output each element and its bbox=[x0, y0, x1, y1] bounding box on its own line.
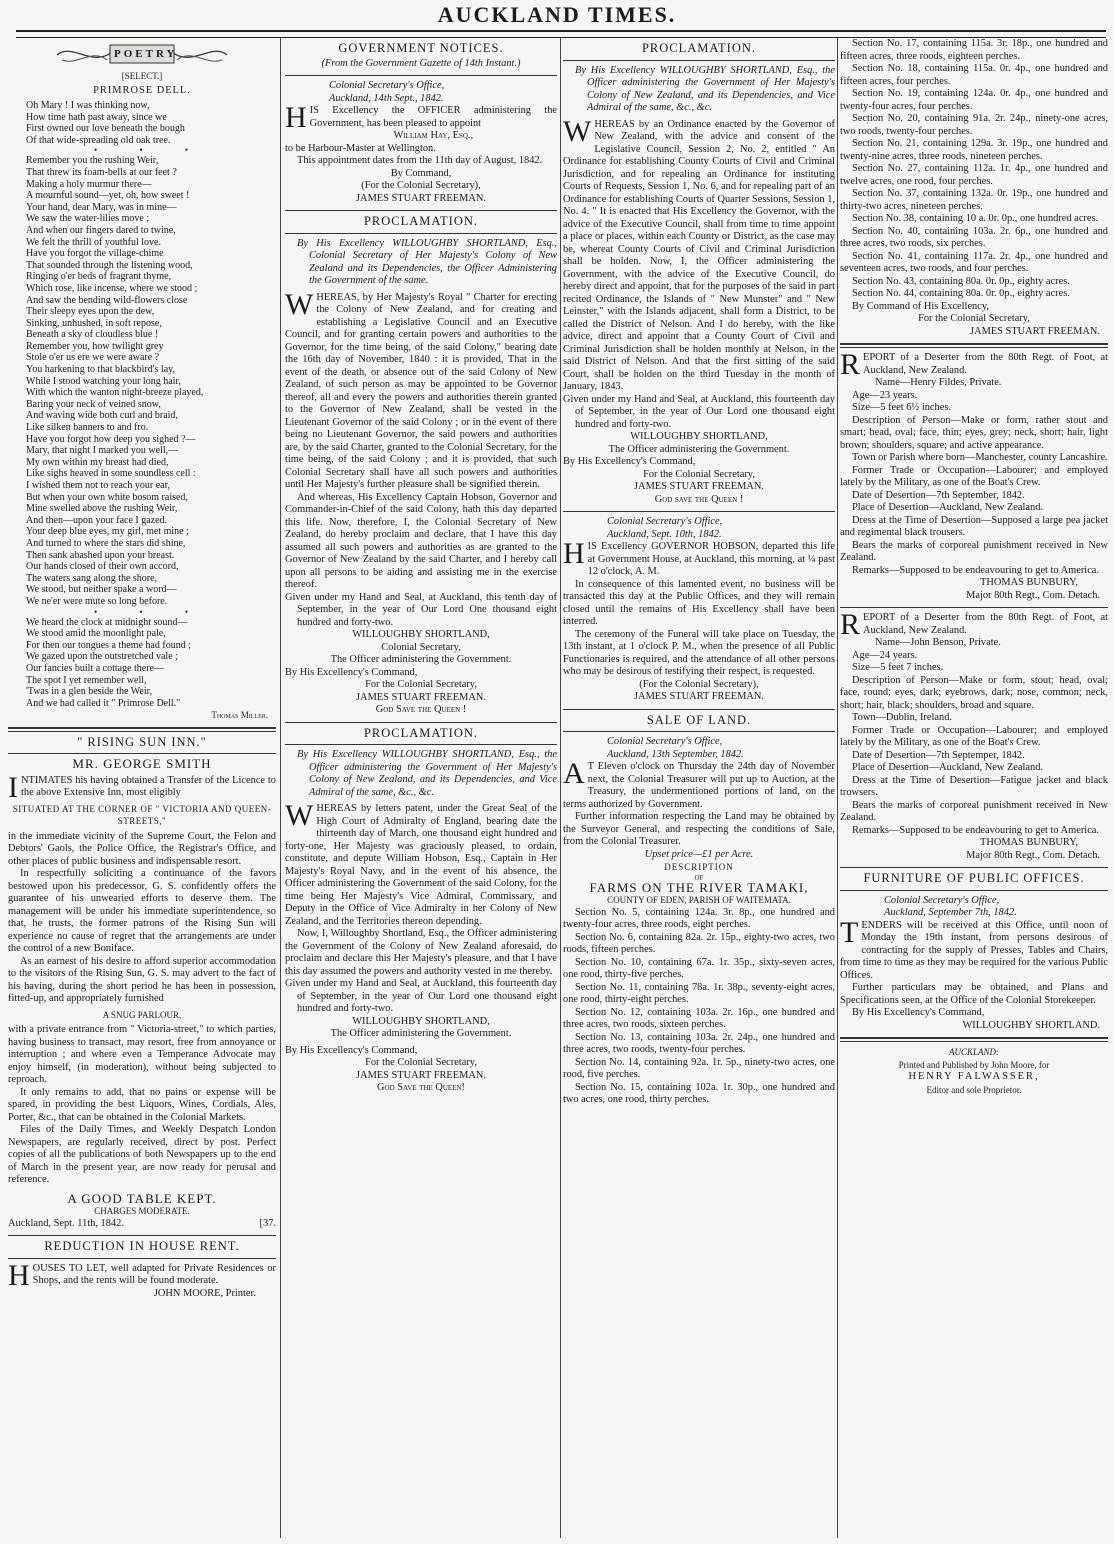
poem-line: While I stood watching your long hair, bbox=[26, 375, 181, 387]
imprint-role: Editor and sole Proprietor. bbox=[926, 1084, 1022, 1095]
date-line: Auckland, 14th Sept., 1842. bbox=[329, 92, 444, 104]
poem-line: With which the wanton night-breeze played, bbox=[26, 387, 204, 399]
poetry-label: POETRY bbox=[114, 48, 178, 60]
poem-line: Have you forgot the village-chime bbox=[26, 248, 164, 260]
date-line: Auckland, 13th September, 1842. bbox=[607, 748, 744, 760]
poem-line: For then our tongues a theme had found ; bbox=[26, 639, 191, 651]
role: Major 80th Regt., Com. Detach. bbox=[966, 589, 1100, 601]
poem-line: Oh Mary ! I was thinking now, bbox=[26, 100, 150, 111]
poem-line: We stood, but neither spake a word— bbox=[26, 584, 177, 596]
column-4 bbox=[840, 38, 1108, 1538]
divider bbox=[285, 210, 557, 211]
land-section: Section No. 19, containing 124a. 0r. 4p., one hundred and twenty-four acres, four perches. bbox=[840, 88, 1108, 112]
deserter-detail: Dress at the Time of Desertion—Fatigue jacket and black trowsers. bbox=[840, 774, 1108, 798]
deserter-title: EPORT of a Deserter from the 80th Regt. of Foot, at Auckland, New Zealand. bbox=[863, 612, 1108, 636]
divider bbox=[563, 731, 835, 732]
notice-paragraph: This appointment dates from the 11th day of August, 1842. bbox=[297, 155, 543, 166]
deserter-detail: Former Trade or Occupation—Labourer; and employed lately by the Military, as one of the Boat's Crew. bbox=[840, 724, 1108, 748]
signature: WILLOUGHBY SHORTLAND. bbox=[962, 1019, 1100, 1031]
poem-line: Your deep blue eyes, my girl, met mine ; bbox=[26, 526, 189, 538]
land-section: Section No. 11, containing 78a. 1r. 38p., seventy-eight acres, one rood, thirty-eight perches. bbox=[563, 981, 835, 1005]
poem-line: Baring your neck of veined snow, bbox=[26, 398, 161, 410]
poem-line: Making a holy murmur there— bbox=[26, 178, 152, 190]
poem-author: Thomas Miller. bbox=[211, 710, 268, 721]
by-command: By His Excellency's Command, bbox=[285, 1044, 418, 1056]
land-section: Section No. 12, containing 103a. 2r. 16p., one hundred and three acres, two roods, sixteen perches. bbox=[563, 1006, 835, 1030]
of-label: OF bbox=[694, 873, 704, 882]
deserter-detail: Name—John Benson, Private. bbox=[875, 637, 1001, 648]
poem-line: We gazed upon the outstretched vale ; bbox=[26, 651, 178, 663]
land-section: Section No. 6, containing 82a. 2r. 15p., eighty-two acres, two roods, fifteen perches. bbox=[563, 931, 835, 955]
poem-line: Have you forgot how deep you sighed ?— bbox=[26, 433, 196, 445]
by-command: By Command, bbox=[390, 167, 452, 179]
divider bbox=[563, 709, 835, 710]
poem-line: Your hand, dear Mary, was in mine— bbox=[26, 201, 177, 213]
god-save-queen: God save the Queen ! bbox=[654, 493, 744, 505]
deserter-detail: Age—23 years. bbox=[852, 389, 918, 401]
office-line: Colonial Secretary's Office, bbox=[884, 894, 1000, 906]
divider bbox=[8, 1235, 276, 1236]
role: The Officer administering the Government. bbox=[608, 443, 790, 455]
sale-paragraph: T Eleven o'clock on Thursday the 24th day of November next, the Colonial Treasurer will put up to Auction, at the Treasury, the undermentioned portions of land, on the terms authorized by Government. bbox=[563, 761, 835, 810]
deserter-details bbox=[840, 377, 1108, 577]
signature: THOMAS BUNBURY, bbox=[980, 577, 1078, 588]
poem-line: Mine swelled above the rushing Weir, bbox=[26, 503, 178, 515]
drop-cap: H bbox=[8, 1258, 30, 1292]
poem-line: And when our fingers dared to twine, bbox=[26, 224, 176, 236]
notice-paragraph: In consequence of this lamented event, no business will be transacted this day at the Public Offices, and they will remain closed until the remains of His Excellency shall have been interred. bbox=[563, 578, 835, 627]
upset-price: Upset price—£1 per Acre. bbox=[644, 848, 754, 860]
gov-notices-source: (From the Government Gazette of 14th Instant.) bbox=[321, 57, 521, 69]
inn-title: " RISING SUN INN." bbox=[77, 734, 207, 749]
poem-line: Sinking, unhushed, in soft repose, bbox=[26, 317, 162, 329]
drop-cap: T bbox=[840, 915, 859, 949]
inn-parlour: A SNUG PARLOUR, bbox=[102, 1009, 182, 1020]
poem-line: How time hath past away, since we bbox=[26, 111, 167, 123]
poem-line: Our hands closed of their own accord, bbox=[26, 561, 179, 573]
description-label: DESCRIPTION bbox=[664, 862, 734, 872]
deserter-detail: Size—5 feet 6½ inches. bbox=[852, 402, 951, 413]
inn-location: SITUATED AT THE CORNER OF " VICTORIA AND QUEEN-STREETS," bbox=[12, 803, 272, 827]
signature: JAMES STUART FREEMAN. bbox=[356, 192, 486, 204]
inn-number: [37. bbox=[259, 1217, 276, 1229]
imprint-place: AUCKLAND: bbox=[948, 1047, 999, 1057]
divider bbox=[840, 867, 1108, 868]
role: The Officer administering the Government. bbox=[330, 1028, 512, 1039]
deserter-detail: Bears the marks of corporeal punishment received in New Zealand. bbox=[840, 799, 1108, 823]
date-line: Auckland, Sept. 10th, 1842. bbox=[607, 528, 722, 540]
inn-paragraph: Files of the Daily Times, and Weekly Despatch London Newspapers, are regularly received, direct by post. Perfect copies of all the publications of both Newspapers up to the end of March in the present year, are now ready for perusal and reference. bbox=[8, 1124, 276, 1186]
divider bbox=[563, 60, 835, 61]
select-label: [SELECT.] bbox=[121, 71, 163, 81]
notice-paragraph: IS Excellency GOVERNOR HOBSON, departed this life at Government House, at Auckland, this morning, at ¼ past 12 o'clock, A. M. bbox=[587, 541, 835, 577]
divider bbox=[563, 511, 835, 512]
farms-title: FARMS ON THE RIVER TAMAKI, bbox=[589, 879, 809, 895]
deserter-detail: Date of Desertion—7th September, 1842. bbox=[852, 489, 1025, 501]
column-2 bbox=[285, 38, 557, 1538]
poem-line: And waving wide both curl and braid, bbox=[26, 410, 178, 422]
furniture-paragraph: Further particulars may be obtained, and Plans and Specifications seen, at the Office of the Colonial Storekeeper. bbox=[840, 982, 1108, 1006]
proclamation-title: PROCLAMATION. bbox=[363, 725, 479, 740]
deserter-detail: Town—Dublin, Ireland. bbox=[852, 712, 952, 723]
notice-paragraph: to be Harbour-Master at Wellington. bbox=[285, 142, 436, 154]
proclamation-by: By His Excellency WILLOUGHBY SHORTLAND, Esq., the Officer administering the Government of Her Majesty's Colony of New Zealand, and its Dependencies, and Vice Admiral of the same, &c., &c. bbox=[297, 749, 557, 798]
for-secretary: (For the Colonial Secretary), bbox=[639, 678, 759, 690]
divider bbox=[8, 1258, 276, 1259]
land-section: Section No. 37, containing 132a. 0r. 19p., one hundred and thirty-two acres, nineteen perches. bbox=[840, 188, 1108, 212]
column-1 bbox=[8, 38, 276, 1538]
divider bbox=[840, 343, 1108, 348]
poem-line: The spot I yet remember well, bbox=[26, 674, 147, 686]
poem-line: And saw the bending wild-flowers close bbox=[26, 294, 188, 306]
proclamation-title: PROCLAMATION. bbox=[641, 41, 757, 55]
poem-line: 'Twas in a glen beside the Weir, bbox=[26, 686, 153, 698]
column-3 bbox=[563, 38, 835, 1538]
furniture-title: FURNITURE OF PUBLIC OFFICES. bbox=[863, 871, 1085, 885]
proclamation-by: By His Excellency WILLOUGHBY SHORTLAND, Esq., the Officer administering the Government of Her Majesty's Colony of New Zealand, and its Dependencies, and Vice Admiral of the same, &c., &c. bbox=[575, 64, 835, 113]
proclamation-paragraph: HEREAS, by Her Majesty's Royal " Charter for erecting the Colony of New Zealand, and for creating and establishing a Legislative Council and an Executive Council, and for granting certain powers and authorities to the Governor, for the time being, of the said Colony," bearing date the 16th day of November, 1840 : it is provided, That in the event of the death, or absence out of the said Colony of New Zealand, of such person as may be appointed to be Governor thereof, all and every the powers and authorities therein granted to the Governor of New Zealand, shall be vested in the Lieutenant Governor of the said Colony ; or in the event of there being no Lieutenant Governor, the said powers and authorities are, by the said Charter, granted to the Colonial Secretary, for the time being, of the said Colony ; and it is provided, that such Colonial Secretary shall have all such powers and authorities until Her Majesty's further pleasure shall be signified therein. bbox=[285, 291, 557, 490]
deserter-detail: Remarks—Supposed to be endeavouring to get to America. bbox=[852, 564, 1100, 576]
gov-notices-title: GOVERNMENT NOTICES. bbox=[338, 41, 504, 55]
given-under: Given under my Hand and Seal, at Auckland, this fourteenth day of September, in the year of Our Lord one thousand eight hundred and forty-two. bbox=[563, 393, 835, 430]
signature: JAMES STUART FREEMAN. bbox=[356, 1069, 486, 1081]
inn-paragraph: In respectfully soliciting a continuance of the favors bestowed upon his predecessor, G. S. confidently offers the guarantee of his unwearied efforts to deserve them. The management will be under his immediate superintendence, so that, he trusts, the former patrons of the Rising Sun will experience no cause of regret that the arrangements are under the control of a new Boniface. bbox=[8, 868, 276, 955]
imprint-line: Printed and Published by John Moore, for bbox=[898, 1059, 1050, 1070]
deserter-detail: Bears the marks of corporeal punishment received in New Zealand. bbox=[840, 539, 1108, 563]
proclamation-by: By His Excellency WILLOUGHBY SHORTLAND, Esq., Colonial Secretary of Her Majesty's Colony of New Zealand and its Dependencies, the Officer Administering the Government of the same. bbox=[297, 237, 557, 286]
sale-title: SALE OF LAND. bbox=[646, 712, 752, 727]
furniture-paragraph: ENDERS will be received at this Office, until noon of Monday the 19th instant, from persons desirous of contracting for the supply of Presses, Tables and Chairs, from time to time as they may be required for the various Public Offices. bbox=[840, 919, 1108, 981]
poem-line: My own within my breast had died, bbox=[26, 456, 169, 468]
signature: WILLOUGHBY SHORTLAND, bbox=[630, 431, 768, 442]
proclamation-paragraph: Now, I, Willoughby Shortland, Esq., the Officer administering the Government of the Colony of New Zealand aforesaid, do proclaim and declare this Her Majesty's pleasure, and that I have this day assumed the powers and authority vested in me thereby. bbox=[285, 928, 557, 977]
god-save-queen: God Save the Queen ! bbox=[375, 704, 467, 715]
poem-line: First owned our love beneath the bough bbox=[26, 123, 185, 135]
divider bbox=[8, 727, 276, 732]
divider bbox=[285, 722, 557, 723]
deserter-detail: Dress at the Time of Desertion—Supposed a large pea jacket and regimental black trousers. bbox=[840, 514, 1108, 538]
inn-paragraph: It only remains to add, that no pains or expense will be spared, in providing the best Liquors, Wines, Cordials, Ales, Porter, &c., that can be obtained in the Colonial Markets. bbox=[8, 1086, 276, 1123]
by-command: By His Excellency's Command, bbox=[285, 666, 418, 678]
office-line: Colonial Secretary's Office, bbox=[607, 736, 723, 747]
land-section: Section No. 13, containing 103a. 2r. 24p., one hundred and three acres, two roods, twenty-four perches. bbox=[563, 1031, 835, 1055]
deserter-detail: Former Trade or Occupation—Labourer; and employed lately by the Military, as one of the Boat's Crew. bbox=[840, 464, 1108, 488]
for-secretary: For the Colonial Secretary, bbox=[365, 1057, 477, 1068]
divider bbox=[840, 890, 1108, 891]
inn-paragraph: NTIMATES his having obtained a Transfer of the Licence to the above Extensive Inn, most eligibly bbox=[21, 774, 276, 799]
poem-line: We heard the clock at midnight sound— bbox=[26, 616, 188, 628]
stanza-separator: • • • bbox=[94, 145, 208, 156]
poem-line: Which rose, like incense, where we stood ; bbox=[26, 282, 198, 294]
poem-line: Their sleepy eyes upon the dew, bbox=[26, 306, 155, 318]
sections-list bbox=[563, 907, 835, 1107]
drop-cap: W bbox=[563, 114, 592, 148]
inn-charges: CHARGES MODERATE. bbox=[94, 1206, 190, 1217]
role: The Officer administering the Government. bbox=[330, 654, 512, 665]
proclamation-paragraph: HEREAS by an Ordinance enacted by the Governor of New Zealand, with the advice and consent of the Legislative Council, Session 2, No. 2, entitled " An Ordinance for establishing County Courts of Civil and Criminal Jurisdiction, and for repealing an Ordinance for instituting Courts of Requests, Session 1, No. 6, and for repealing part of an Ordinance for establishing Courts of Quarter Sessions, Session 1, No. 4. " It is enacted that His Excellency the Governor, with the advice of the Executive Council, shall from time to time appoint a place or places, within each County or District, as the case may be, whereat County Courts of Civil and Criminal Jurisdiction shall be holden. Now, I, the Officer administering the Government, with the advice of the Executive Council, do hereby direct and appoint, that for the purposes of the said in part recited Ordinance, the Islands of " New Munster" and " New Leinster," with the Islands adjacent, shall form a District, to be called the District of Nelson. And I do hereby, with the like advice, direct and appoint that a County Court of Civil and Criminal Jurisdiction shall be holden monthly at Nelson, in the said District of Nelson. And that the first sitting of the said Court, shall be holden on the third Tuesday in the month of January, 1843. bbox=[563, 118, 835, 392]
land-section: Section No. 38, containing 10 a. 0r. 0p., one hundred acres. bbox=[852, 213, 1099, 224]
appointee-name: William Hay, Esq., bbox=[393, 130, 474, 141]
signature: WILLOUGHBY SHORTLAND, bbox=[352, 629, 490, 640]
poetry-banner bbox=[52, 40, 232, 70]
for-secretary: For the Colonial Secretary, bbox=[643, 468, 755, 480]
poem-line: And we had called it " Primrose Dell." bbox=[26, 697, 181, 709]
signature: JAMES STUART FREEMAN. bbox=[634, 691, 764, 702]
imprint-name: HENRY FALWASSER, bbox=[908, 1071, 1040, 1082]
inn-paragraph: As an earnest of his desire to afford superior accommodation to the visitors of the Rising Sun, G. S. may advert to the fact of his having, during the short period he has been in possession, fitted-up, and appropriately furnished bbox=[8, 955, 276, 1005]
masthead: AUCKLAND TIMES. bbox=[437, 2, 677, 27]
proclamation-title: PROCLAMATION. bbox=[363, 214, 479, 228]
proclamation-paragraph: HEREAS by letters patent, under the Great Seal of the High Court of Admiralty of England, bearing date the thirteenth day of March, one thousand eight hundred and forty-one, Her Majesty was graciously pleased, to ordain, constitute, and depute William Hobson, Esq., Captain in Her Majesty's Royal Navy, and in the event of his absence, the Officer administering the Government of the said Colony, for the time being Her Majesty's Vice Admiral, Commissary, and Deputy in the Office of Vice Admiralty in her Colony of New Zealand, and the Territories thereon depending. bbox=[285, 803, 557, 927]
signature: JAMES STUART FREEMAN. bbox=[970, 325, 1100, 337]
poem-line: We stood amid the moonlight pale, bbox=[26, 628, 166, 640]
land-section: Section No. 43, containing 80a. 0r. 0p., eighty acres. bbox=[852, 275, 1070, 287]
land-section: Section No. 40, containing 103a. 2r. 6p., one hundred and three acres, two roods, six perches. bbox=[840, 225, 1108, 249]
by-command: By Command of His Excellency, bbox=[852, 300, 989, 312]
deserter-detail: Place of Desertion—Auckland, New Zealand. bbox=[852, 762, 1044, 773]
poem-line: Of that wide-spreading old oak tree. bbox=[26, 134, 171, 146]
deserter-detail: Size—5 feet 7 inches. bbox=[852, 662, 944, 673]
land-section: Section No. 17, containing 115a. 3r. 18p., one hundred and fifteen acres, three roods, eighteen perches. bbox=[840, 38, 1108, 62]
role: Major 80th Regt., Com. Detach. bbox=[966, 849, 1100, 861]
poem-line: We ne'er were mute so long before. bbox=[26, 595, 168, 607]
deserter-detail: Remarks—Supposed to be endeavouring to get to America. bbox=[852, 824, 1100, 836]
inn-paragraph: in the immediate vicinity of the Supreme Court, the Felon and Debtors' Gaols, the Police Office, the Registrar's Office, and other places of public business and indispensable resort. bbox=[8, 830, 276, 867]
poem-line: We felt the thrill of youthful love. bbox=[26, 236, 161, 248]
poem-line: You harkening to that blackbird's lay, bbox=[26, 364, 176, 376]
land-section: Section No. 20, containing 91a. 2r. 24p., ninety-one acres, two roods, twenty-four perches. bbox=[840, 113, 1108, 137]
given-under: Given under my Hand and Seal, at Auckland, this tenth day of September, in the year of Our Lord One thousand eight hundred and forty-two. bbox=[285, 591, 557, 628]
inn-table: A GOOD TABLE KEPT. bbox=[67, 1190, 217, 1206]
poem-line: The waters sang along the shore, bbox=[26, 572, 158, 584]
deserter-title: EPORT of a Deserter from the 80th Regt. of Foot, at Auckland, New Zealand. bbox=[863, 352, 1108, 376]
for-secretary: For the Colonial Secretary, bbox=[918, 313, 1030, 324]
column-divider bbox=[280, 38, 281, 1538]
notice-paragraph: The ceremony of the Funeral will take place on Tuesday, the 13th instant, at 1 o'clock P. M., when the presence of all Public Functionaries is required, and the attendance of all other persons who may be desirous of testifying their respect, is requested. bbox=[563, 628, 835, 677]
masthead-rule bbox=[16, 30, 1106, 38]
role: Colonial Secretary, bbox=[381, 641, 461, 653]
county-line: COUNTY OF EDEN, PARISH OF WAITEMATA. bbox=[607, 895, 791, 905]
land-section: Section No. 14, containing 92a. 1r. 5p., ninety-two acres, one rood, five perches. bbox=[563, 1056, 835, 1080]
drop-cap: W bbox=[285, 287, 314, 321]
poem-line: Then sank abashed upon your breast. bbox=[26, 549, 175, 561]
by-command: By His Excellency's Command, bbox=[852, 1007, 985, 1018]
poem-line: I wished them not to reach your ear, bbox=[26, 480, 170, 491]
office-line: Colonial Secretary's Office, bbox=[329, 80, 445, 91]
rent-signature: JOHN MOORE, Printer. bbox=[153, 1287, 256, 1299]
deserter-detail: Age—24 years. bbox=[852, 649, 918, 661]
signature: WILLOUGHBY SHORTLAND, bbox=[352, 1015, 490, 1027]
poem-line: Ringing o'er beds of fragrant thyme, bbox=[26, 271, 172, 283]
land-section: Section No. 15, containing 102a. 1r. 30p., one hundred and two acres, one rood, thirty perches. bbox=[563, 1081, 835, 1105]
signature: THOMAS BUNBURY, bbox=[980, 837, 1078, 848]
office-line: Colonial Secretary's Office, bbox=[607, 516, 723, 527]
poem-line: Beneath a sky of cloudless blue ! bbox=[26, 329, 159, 341]
for-secretary: For the Colonial Secretary, bbox=[365, 679, 477, 690]
drop-cap: H bbox=[563, 537, 585, 570]
poem-line: Like sighs heaved in some soundless cell : bbox=[26, 468, 196, 480]
date-line: Auckland, September 7th, 1842. bbox=[884, 907, 1017, 918]
land-section: Section No. 18, containing 115a. 0r. 4p., one hundred and fifteen acres, four perches. bbox=[840, 63, 1108, 87]
rent-title: REDUCTION IN HOUSE RENT. bbox=[44, 1239, 240, 1254]
signature: JAMES STUART FREEMAN. bbox=[356, 691, 486, 703]
drop-cap: R bbox=[840, 348, 861, 381]
given-under: Given under my Hand and Seal, at Auckland, this fourteenth day of September, in the year of Our Lord one thousand eight hundred and forty-two. bbox=[285, 978, 557, 1014]
poem-line: That sounded through the listening wood, bbox=[26, 259, 193, 271]
divider bbox=[285, 233, 557, 234]
deserter-detail: Name—Henry Fildes, Private. bbox=[875, 377, 1002, 388]
inn-owner: MR. GEORGE SMITH bbox=[72, 756, 212, 772]
divider bbox=[840, 1037, 1108, 1042]
god-save-queen: God Save the Queen! bbox=[377, 1082, 465, 1093]
deserter-detail: Place of Desertion—Auckland, New Zealand. bbox=[852, 502, 1044, 513]
drop-cap: I bbox=[8, 770, 18, 804]
divider bbox=[285, 744, 557, 745]
land-section: Section No. 27, containing 112a. 1r. 4p., one hundred and twelve acres, one rood, four perches. bbox=[840, 163, 1108, 187]
column-divider bbox=[560, 38, 561, 1538]
deserter-detail: Town or Parish where born—Manchester, county Lancashire. bbox=[852, 452, 1108, 463]
poem-line: Stole o'er us ere we were aware ? bbox=[26, 352, 160, 364]
proclamation-paragraph: And whereas, His Excellency Captain Hobson, Governor and Commander-in-Chief of the said Colony, hath this day departed this life. Now, therefore, I, the Colonial Secretary of New Zealand, do hereby proclaim and declare, that I have this day assumed all such powers and authorities as are granted to the Governor of New Zealand by the said Charter, and I hereby call upon all persons to be aiding and assisting me in the exercise thereof. bbox=[285, 491, 557, 590]
deserter-details bbox=[840, 637, 1108, 837]
deserter-detail: Description of Person—Make or form, stout; head, oval; face, round; eyes, dark; eyebrows, dark; nose, common; neck, short; hair, black; shoulders, broad and square. bbox=[840, 674, 1108, 711]
divider bbox=[285, 75, 557, 76]
drop-cap: R bbox=[840, 608, 861, 641]
land-section: Section No. 5, containing 124a. 3r. 8p., one hundred and twenty-four acres, three roods, eight perches. bbox=[563, 906, 835, 930]
inn-paragraph: with a private entrance from " Victoria-street," to which parties, having business to transact, may resort, free from annoyance or interruption ; and where even a Temperance Advocate may enjoy himself, (in moderation), without being subjected to reproach. bbox=[8, 1024, 276, 1086]
poem-line: Our fancies built a cottage there— bbox=[26, 662, 164, 674]
poem-line: That threw its foam-bells at our feet ? bbox=[26, 166, 177, 178]
land-section: Section No. 41, containing 117a. 2r. 4p., one hundred and seventeen acres, two roods, and four perches. bbox=[840, 250, 1108, 274]
stanza-separator: • • • bbox=[94, 606, 208, 617]
deserter-detail: Date of Desertion—7th Septemper, 1842. bbox=[852, 749, 1025, 761]
poem-line: Remember you the rushing Weir, bbox=[26, 155, 159, 167]
drop-cap: H bbox=[285, 101, 307, 134]
rent-text: OUSES TO LET, well adapted for Private Residences or Shops, and the rents will be found moderate. bbox=[32, 1262, 276, 1287]
inn-date: Auckland, Sept. 11th, 1842. bbox=[8, 1217, 124, 1229]
land-section: Section No. 21, containing 129a. 3r. 19p., one hundred and twenty-nine acres, three roods, nineteen perches. bbox=[840, 138, 1108, 162]
by-command: By His Excellency's Command, bbox=[563, 456, 696, 467]
poem-line: Like silken banners to and fro. bbox=[26, 422, 149, 434]
for-secretary: (For the Colonial Secretary), bbox=[361, 180, 481, 191]
land-section: Section No. 44, containing 80a. 0r. 0p., eighty acres. bbox=[852, 288, 1070, 299]
poem-line: Mary, that night I marked you well,— bbox=[26, 445, 179, 457]
poem-line: And then—upon your face I gazed. bbox=[26, 514, 168, 526]
divider bbox=[840, 607, 1108, 608]
signature: JAMES STUART FREEMAN. bbox=[634, 481, 764, 492]
drop-cap: W bbox=[285, 799, 314, 832]
land-section: Section No. 10, containing 67a. 1r. 35p., sixty-seven acres, one rood, thirty-five perches. bbox=[563, 956, 835, 980]
sale-paragraph: Further information respecting the Land may be obtained by the Surveyor General, and respecting the conditions of Sale, from the Colonial Treasurer. bbox=[563, 811, 835, 847]
poem-line: We saw the water-lilies move ; bbox=[26, 213, 150, 225]
drop-cap: A bbox=[563, 757, 585, 790]
poem-line: A mournful sound—yet, oh, how sweet ! bbox=[26, 190, 190, 202]
column-divider bbox=[837, 38, 838, 1538]
divider bbox=[8, 753, 276, 754]
poem bbox=[8, 100, 276, 709]
poem-line: Remember you, how twilight grey bbox=[26, 340, 164, 352]
poem-line: And turned to where the stars did shine, bbox=[26, 537, 186, 549]
notice-paragraph: IS Excellency the OFFICER administering the Government, has been pleased to appoint bbox=[309, 105, 557, 129]
sections-list bbox=[840, 38, 1108, 301]
poem-line: But when your own white bosom raised, bbox=[26, 491, 188, 503]
deserter-detail: Description of Person—Make or form, rather stout and smart; head, oval; face, thin; eyes, grey; neck, short; hair, light brown; shoulders, square; and active appearance. bbox=[840, 414, 1108, 451]
poem-title: PRIMROSE DELL. bbox=[93, 84, 191, 96]
